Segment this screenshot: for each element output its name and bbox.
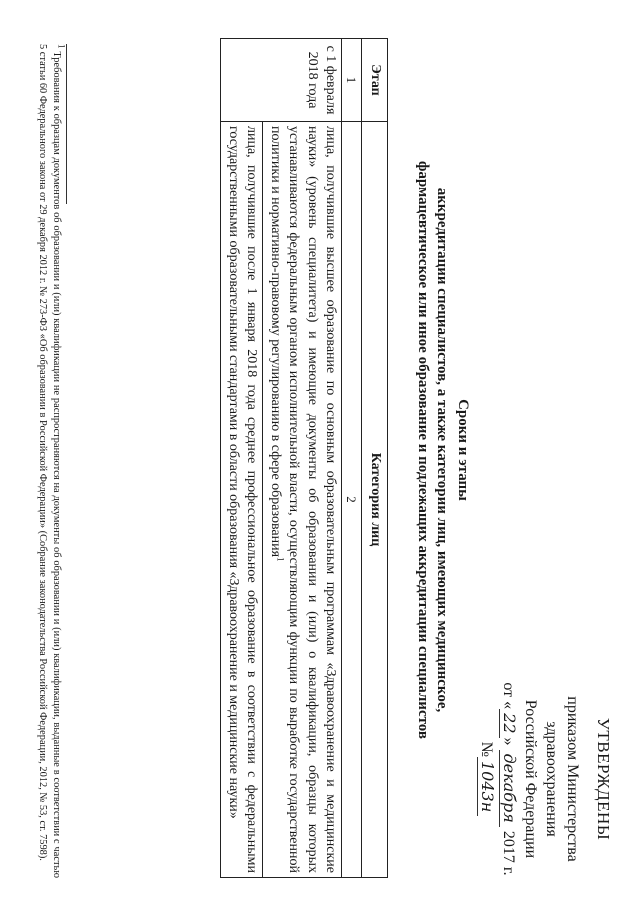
approval-date-line: [476, 672, 520, 886]
footnote-mark-ref: 1: [275, 557, 286, 562]
title-main: Сроки и этапы: [455, 399, 471, 501]
date-year: 2017 г. №: [478, 741, 517, 876]
approval-line-2: Российской Федерации: [522, 699, 539, 859]
title-sub-2: фармацевтическое или иное образование и подлежащих аккредитации специалистов: [415, 160, 431, 740]
table-header-row: [362, 39, 388, 878]
stage-cell: с 1 февраля 2018 года: [221, 39, 342, 122]
date-day: 22: [499, 709, 519, 737]
date-mid: »: [500, 737, 517, 746]
table-row: [221, 39, 263, 878]
footnote: [36, 44, 67, 878]
footnote-mark: 1: [56, 44, 67, 49]
category-cell: лица, получившие после 1 января 2018 года среднее профессиональное образование в соответствии с федеральными государственными образовательными стандартами в области образования «Здравоохранение и медицинские науки»: [221, 122, 263, 878]
column-number-2: 2: [342, 122, 362, 878]
category-text: лица, получившие высшее образование по основным образовательным программам «Здравоохранение и медицинские науки» (уровень специалитета) и имеющие документы об образовании и (или) о квалификации, образцы которых устанавливаются федеральным органом исполнительной власти, осуществляющим функции по выработке государственной политики и нормативно-правовому регулированию в сфере образования: [268, 126, 339, 873]
header-stage: Этап: [362, 39, 388, 122]
category-cell: [263, 122, 342, 878]
stages-table: [221, 38, 389, 878]
document-title: [413, 70, 472, 830]
table-row: [263, 39, 342, 878]
title-sub-1: аккредитации специалистов, а также категории лиц, имеющих медицинское,: [434, 187, 450, 713]
order-number: 1043н: [477, 757, 497, 816]
footnote-text: Требования к образцам документов об образовании и (или) квалификации не распространяются на документы об образовании и (или) квалификации, выданные в соответствии с частью 5 статьи 60 Федерального закона от 29 декабря 2012 г. № 273-ФЗ «Об образовании в Российской Федерации» (Собрание законодательства Российской Федерации, 2012, № 53, ст. 7598).: [37, 44, 62, 878]
header-category: Категория лиц: [362, 122, 388, 878]
date-month: декабря: [499, 750, 519, 827]
approval-heading: УТВЕРЖДЕНЫ: [594, 717, 613, 841]
date-prefix: от «: [500, 682, 517, 710]
footnote-divider: [66, 44, 67, 204]
approval-line-1: приказом Министерства здравоохранения: [543, 696, 581, 862]
column-number-1: 1: [342, 39, 362, 122]
approval-block: [476, 672, 614, 886]
column-number-row: [342, 39, 362, 878]
